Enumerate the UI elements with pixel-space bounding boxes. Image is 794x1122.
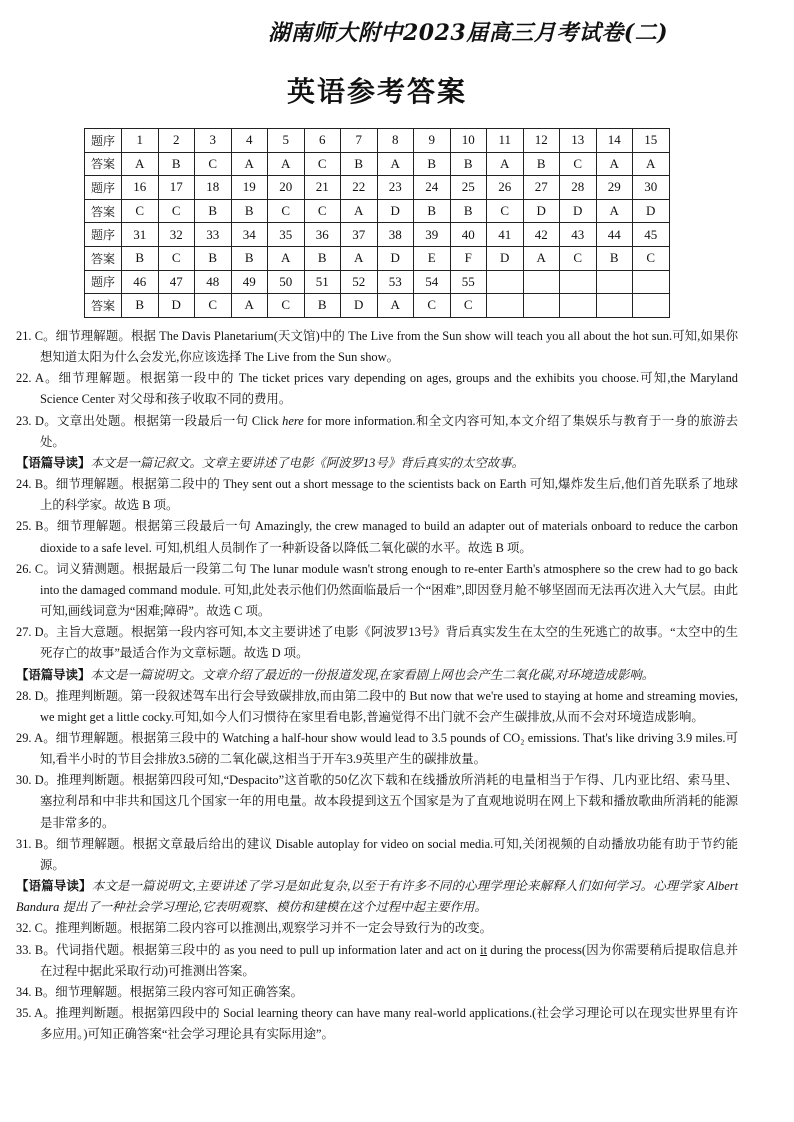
explanation-30: 30. D。推理判断题。根据第四段可知,“Despacito”这首歌的50亿次下载和在线播放所消耗的电量相当于乍得、几内亚比绍、索马里、塞拉利昂和中非共和国这几个国家一年的用电量。故本段提到这五个国家是为了直观地说明在网上下载和播放歌曲所消耗的能源是非常多的。 bbox=[16, 773, 738, 830]
passage-guide-label: 【语篇导读】 bbox=[16, 667, 91, 682]
explanation-26: 26. C。词义猜测题。根据最后一段第二句 The lunar module wasn't strong enough to re-enter Earth's atmosphere so the crew had to go back into the damaged command module. 可知,此处表示他们仍然面临最后一个“困难”,即因登月舱不够坚固而无法再次进入大气层。由此可知,画线词意为“困难;障碍”。故选 C 项。 bbox=[16, 561, 738, 619]
explanation-23-part1: 23. D。文章出处题。根据第一段最后一句 Click bbox=[16, 413, 283, 428]
question-number-row bbox=[85, 223, 670, 247]
passage-guide-text: 本文是一篇说明文。文章介绍了最近的一份报道发现,在家看剧上网也会产生二氧化碳,对环境造成影响。 bbox=[90, 667, 655, 682]
passage-guide-text: 本文是一篇记叙文。文章主要讲述了电影《阿波罗13号》背后真实的太空故事。 bbox=[90, 455, 525, 470]
answer-cell bbox=[560, 294, 597, 318]
answer-cell: B bbox=[450, 152, 487, 176]
answer-cell: C bbox=[158, 199, 195, 223]
question-number-cell: 40 bbox=[450, 223, 487, 247]
question-number-cell: 25 bbox=[450, 176, 487, 200]
answer-cell: A bbox=[341, 246, 378, 270]
question-number-cell: 32 bbox=[158, 223, 195, 247]
explanation-22: 22. A。细节理解题。根据第一段中的 The ticket prices vary depending on ages, groups and the exhibits you choose.可知,the Maryland Science Center 对父母和孩子收取不同的费用。 bbox=[16, 371, 738, 407]
question-number-cell: 28 bbox=[560, 176, 597, 200]
answer-cell: A bbox=[596, 199, 633, 223]
question-number-cell: 41 bbox=[487, 223, 524, 247]
passage-guide-1 bbox=[16, 453, 738, 474]
question-number-cell: 51 bbox=[304, 270, 341, 294]
answer-cell: D bbox=[523, 199, 560, 223]
question-number-cell: 36 bbox=[304, 223, 341, 247]
explanation-33-part2: during the process(因为你需要稍后提取信息并在过程中据此采取行动)可推测出答案。 bbox=[40, 942, 738, 978]
answer-cell: C bbox=[268, 199, 305, 223]
page-title: 英语参考答案 bbox=[287, 75, 468, 108]
answer-cell: B bbox=[304, 294, 341, 318]
question-number-cell: 46 bbox=[122, 270, 159, 294]
answer-cell: B bbox=[231, 199, 268, 223]
question-number-row bbox=[85, 176, 670, 200]
answer-cell: D bbox=[633, 199, 670, 223]
answer-cell bbox=[633, 294, 670, 318]
question-number-cell: 12 bbox=[523, 129, 560, 153]
question-row-label: 题序 bbox=[85, 270, 122, 294]
question-number-cell bbox=[633, 270, 670, 294]
question-number-cell: 55 bbox=[450, 270, 487, 294]
answer-cell: C bbox=[195, 152, 232, 176]
question-number-cell: 50 bbox=[268, 270, 305, 294]
explanation-29: 29. A。细节理解题。根据第三段中的 Watching a half-hour show would lead to 3.5 pounds of CO₂ emissions. That's like driving 3.9 miles.可知,看半小时的节目会排放3.5磅的二氧化碳,这相当于开车3.9英里产生的碳排放量。 bbox=[16, 730, 738, 767]
explanation-21: 21. C。细节理解题。根据 The Davis Planetarium(天文馆)中的 The Live from the Sun show will teach you all about the hot sun.可知,如果你想知道太阳为什么会发光,你应该选择 The Live from the Sun show。 bbox=[16, 329, 738, 365]
answer-cell: B bbox=[231, 246, 268, 270]
explanation-34: 34. B。细节理解题。根据第三段内容可知正确答案。 bbox=[16, 984, 304, 999]
answer-cell: A bbox=[268, 152, 305, 176]
answer-cell: C bbox=[304, 199, 341, 223]
question-number-row bbox=[85, 270, 670, 294]
answer-cell: D bbox=[560, 199, 597, 223]
answer-cell: B bbox=[450, 199, 487, 223]
answer-cell bbox=[487, 294, 524, 318]
question-number-cell: 19 bbox=[231, 176, 268, 200]
question-number-cell: 9 bbox=[414, 129, 451, 153]
answer-row-label: 答案 bbox=[85, 246, 122, 270]
question-number-cell: 8 bbox=[377, 129, 414, 153]
question-number-cell: 30 bbox=[633, 176, 670, 200]
passage-guide-2 bbox=[16, 665, 738, 686]
answer-cell: D bbox=[158, 294, 195, 318]
answer-cell: C bbox=[450, 294, 487, 318]
passage-guide-3 bbox=[16, 876, 738, 918]
answer-row-label: 答案 bbox=[85, 294, 122, 318]
answer-row bbox=[85, 152, 670, 176]
question-number-cell: 26 bbox=[487, 176, 524, 200]
question-number-row bbox=[85, 129, 670, 153]
answer-cell: A bbox=[377, 152, 414, 176]
question-number-cell: 49 bbox=[231, 270, 268, 294]
answer-cell: F bbox=[450, 246, 487, 270]
answer-row bbox=[85, 294, 670, 318]
question-number-cell: 47 bbox=[158, 270, 195, 294]
question-number-cell: 52 bbox=[341, 270, 378, 294]
passage-guide-label: 【语篇导读】 bbox=[16, 879, 92, 894]
answer-cell: A bbox=[633, 152, 670, 176]
question-number-cell: 43 bbox=[560, 223, 597, 247]
question-number-cell: 31 bbox=[122, 223, 159, 247]
answer-cell: B bbox=[596, 246, 633, 270]
answer-cell: A bbox=[231, 294, 268, 318]
answer-cell: B bbox=[341, 152, 378, 176]
answer-cell bbox=[596, 294, 633, 318]
answer-cell: C bbox=[122, 199, 159, 223]
explanation-31: 31. B。细节理解题。根据文章最后给出的建议 Disable autoplay for video on social media.可知,关闭视频的自动播放功能有助于节约能源。 bbox=[16, 836, 738, 872]
answer-cell: A bbox=[122, 152, 159, 176]
question-number-cell: 34 bbox=[231, 223, 268, 247]
question-number-cell: 44 bbox=[596, 223, 633, 247]
question-number-cell: 20 bbox=[268, 176, 305, 200]
question-number-cell: 18 bbox=[195, 176, 232, 200]
question-number-cell: 33 bbox=[195, 223, 232, 247]
answer-cell: E bbox=[414, 246, 451, 270]
answer-cell: C bbox=[487, 199, 524, 223]
question-number-cell: 27 bbox=[523, 176, 560, 200]
answer-row-label: 答案 bbox=[85, 152, 122, 176]
question-number-cell: 4 bbox=[231, 129, 268, 153]
question-number-cell: 48 bbox=[195, 270, 232, 294]
question-number-cell: 53 bbox=[377, 270, 414, 294]
question-number-cell: 54 bbox=[414, 270, 451, 294]
answer-cell: B bbox=[523, 152, 560, 176]
answer-cell: D bbox=[487, 246, 524, 270]
answer-cell: C bbox=[268, 294, 305, 318]
answer-cell: D bbox=[341, 294, 378, 318]
explanation-24: 24. B。细节理解题。根据第二段中的 They sent out a short message to the scientists back on Earth 可知,爆炸发生后,他们首先联系了地球上的科学家。故选 B 项。 bbox=[16, 477, 738, 513]
question-number-cell: 17 bbox=[158, 176, 195, 200]
answer-cell: A bbox=[523, 246, 560, 270]
question-number-cell bbox=[487, 270, 524, 294]
question-number-cell: 24 bbox=[414, 176, 451, 200]
explanation-33 bbox=[16, 940, 738, 982]
answer-cell: A bbox=[268, 246, 305, 270]
question-number-cell: 15 bbox=[633, 129, 670, 153]
answer-cell: C bbox=[195, 294, 232, 318]
question-row-label: 题序 bbox=[85, 129, 122, 153]
answer-cell: A bbox=[377, 294, 414, 318]
question-number-cell: 14 bbox=[596, 129, 633, 153]
answer-cell: C bbox=[560, 246, 597, 270]
answer-cell: C bbox=[560, 152, 597, 176]
answer-cell: B bbox=[304, 246, 341, 270]
answer-cell: C bbox=[633, 246, 670, 270]
explanations bbox=[16, 326, 738, 1045]
question-number-cell: 10 bbox=[450, 129, 487, 153]
question-number-cell: 3 bbox=[195, 129, 232, 153]
question-number-cell: 2 bbox=[158, 129, 195, 153]
explanation-23-italic: here bbox=[282, 413, 304, 428]
question-number-cell: 1 bbox=[122, 129, 159, 153]
answer-cell: B bbox=[414, 199, 451, 223]
answer-cell: D bbox=[377, 199, 414, 223]
question-number-cell: 35 bbox=[268, 223, 305, 247]
question-number-cell: 16 bbox=[122, 176, 159, 200]
question-number-cell: 5 bbox=[268, 129, 305, 153]
question-number-cell: 7 bbox=[341, 129, 378, 153]
question-number-cell: 38 bbox=[377, 223, 414, 247]
answer-cell: A bbox=[341, 199, 378, 223]
answer-cell: B bbox=[195, 199, 232, 223]
exam-title: 湖南师大附中2023届高三月考试卷(二) bbox=[268, 20, 669, 46]
answer-cell: B bbox=[414, 152, 451, 176]
explanation-23-part2: for more information.和全文内容可知,本文介绍了集娱乐与教育于一身的旅游去处。 bbox=[40, 413, 738, 449]
answer-row bbox=[85, 199, 670, 223]
answer-cell: C bbox=[158, 246, 195, 270]
passage-guide-text: 本文是一篇说明文,主要讲述了学习是如此复杂,以至于有许多不同的心理学理论来解释人们如何学习。心理学家 Albert Bandura 提出了一种社会学习理论,它表明观察、模仿和建模在这个过程中起主要作用。 bbox=[16, 879, 739, 915]
explanation-27: 27. D。主旨大意题。根据第一段内容可知,本文主要讲述了电影《阿波罗13号》背后真实发生在太空的生死逃亡的故事。“太空中的生死存亡的故事”最适合作为文章标题。故选 D 项。 bbox=[16, 625, 738, 661]
question-number-cell: 45 bbox=[633, 223, 670, 247]
answer-cell bbox=[523, 294, 560, 318]
answer-row bbox=[85, 246, 670, 270]
question-number-cell: 21 bbox=[304, 176, 341, 200]
question-number-cell: 37 bbox=[341, 223, 378, 247]
explanation-33-underlined: it bbox=[480, 942, 488, 957]
answer-cell: C bbox=[414, 294, 451, 318]
question-number-cell bbox=[523, 270, 560, 294]
question-number-cell: 11 bbox=[487, 129, 524, 153]
explanation-25: 25. B。细节理解题。根据第三段最后一句 Amazingly, the crew managed to build an adapter out of materials onboard to reduce the carbon dioxide to a safe level. 可知,机组人员制作了一种新设备以降低二氧化碳的水平。故选 B 项。 bbox=[16, 519, 738, 555]
answer-cell: D bbox=[377, 246, 414, 270]
question-number-cell: 22 bbox=[341, 176, 378, 200]
explanation-23 bbox=[16, 411, 738, 453]
answer-cell: B bbox=[158, 152, 195, 176]
answer-cell: B bbox=[122, 246, 159, 270]
question-number-cell: 6 bbox=[304, 129, 341, 153]
answer-cell: B bbox=[195, 246, 232, 270]
answer-cell: C bbox=[304, 152, 341, 176]
explanation-32: 32. C。推理判断题。根据第二段内容可以推测出,观察学习并不一定会导致行为的改变。 bbox=[16, 921, 493, 936]
answer-cell: A bbox=[487, 152, 524, 176]
question-number-cell: 29 bbox=[596, 176, 633, 200]
answer-key-table bbox=[84, 128, 670, 318]
explanation-35: 35. A。推理判断题。根据第四段中的 Social learning theory can have many real-world applications.(社会学习理论可以在现实世界里有许多应用。)可知正确答案“社会学习理论具有实际用途”。 bbox=[16, 1006, 738, 1042]
answer-cell: A bbox=[231, 152, 268, 176]
question-number-cell: 39 bbox=[414, 223, 451, 247]
question-number-cell: 42 bbox=[523, 223, 560, 247]
answer-cell: A bbox=[596, 152, 633, 176]
passage-guide-label: 【语篇导读】 bbox=[16, 455, 91, 470]
explanation-28: 28. D。推理判断题。第一段叙述驾车出行会导致碳排放,而由第二段中的 But now that we're used to staying at home and streaming movies, we might get a little cocky.可知,如今人们习惯待在家里看电影,普遍觉得不出门就不会产生碳排放,从而不会对环境造成影响。 bbox=[16, 688, 738, 724]
question-number-cell: 13 bbox=[560, 129, 597, 153]
question-row-label: 题序 bbox=[85, 176, 122, 200]
answer-cell: B bbox=[122, 294, 159, 318]
question-number-cell bbox=[560, 270, 597, 294]
question-number-cell: 23 bbox=[377, 176, 414, 200]
question-row-label: 题序 bbox=[85, 223, 122, 247]
answer-row-label: 答案 bbox=[85, 199, 122, 223]
explanation-33-part1: 33. B。代词指代题。根据第三段中的 as you need to pull up information later and act on bbox=[16, 942, 481, 957]
question-number-cell bbox=[596, 270, 633, 294]
